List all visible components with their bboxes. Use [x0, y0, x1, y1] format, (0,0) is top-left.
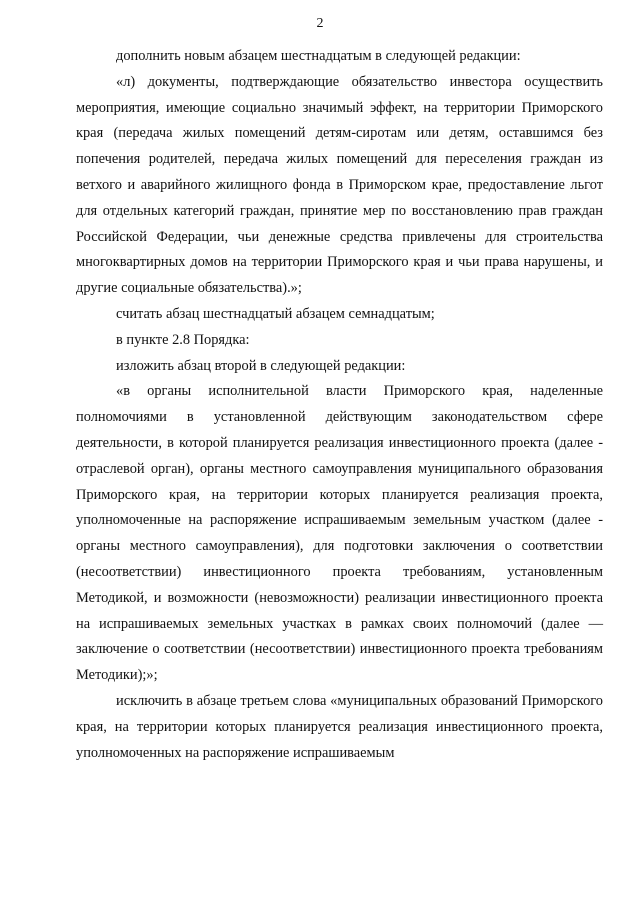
page-number: 2 — [316, 16, 324, 31]
paragraph-6: «в органы исполнительной власти Приморского края, наделенные полномочиями в установленной действующим законодательством сфере деятельности, в которой планируется реализация инвестиционного проекта (далее - отраслевой орган), органы местного самоуправления муниципального образования Приморского края, на территории которых планируется реализация проекта, уполномоченные на распоряжение испрашиваемым земельным участком (далее - органы местного самоуправления), для подготовки заключения о соответствии (несоответствии) инвестиционного проекта требованиям, установленным Методикой, и возможности (невозможности) реализации инвестиционного проекта на испрашиваемых земельных участках в рамках своих полномочий (далее — заключение о соответствии (несоответствии) инвестиционного проекта требованиям Методики);»; — [76, 383, 603, 684]
paragraph-1: дополнить новым абзацем шестнадцатым в следующей редакции: — [116, 48, 521, 64]
document-body — [76, 44, 603, 766]
paragraph-4: в пункте 2.8 Порядка: — [116, 331, 250, 348]
paragraph-3: считать абзац шестнадцатый абзацем семнадцатым; — [116, 305, 435, 322]
paragraph-2: «л) документы, подтверждающие обязательство инвестора осуществить мероприятия, имеющие социально значимый эффект, на территории Приморского края (передача жилых помещений детям-сиротам или детям, оставшимся без попечения родителей, передача жилых помещений для переселения граждан из ветхого и аварийного жилищного фонда в Приморском крае, предоставление льгот для отдельных категорий граждан, принятие мер по восстановлению прав граждан Российской Федерации, чьи денежные средства привлечены для строительства многоквартирных домов на территории Приморского края и чьи права нарушены, и другие социальные обязательства).»; — [76, 73, 603, 297]
paragraph-7: исключить в абзаце третьем слова «муниципальных образований Приморского края, на территории которых планируется реализация инвестиционного проекта, уполномоченных на распоряжение испрашиваемым — [76, 692, 603, 761]
paragraph-5: изложить абзац второй в следующей редакции: — [116, 357, 406, 374]
